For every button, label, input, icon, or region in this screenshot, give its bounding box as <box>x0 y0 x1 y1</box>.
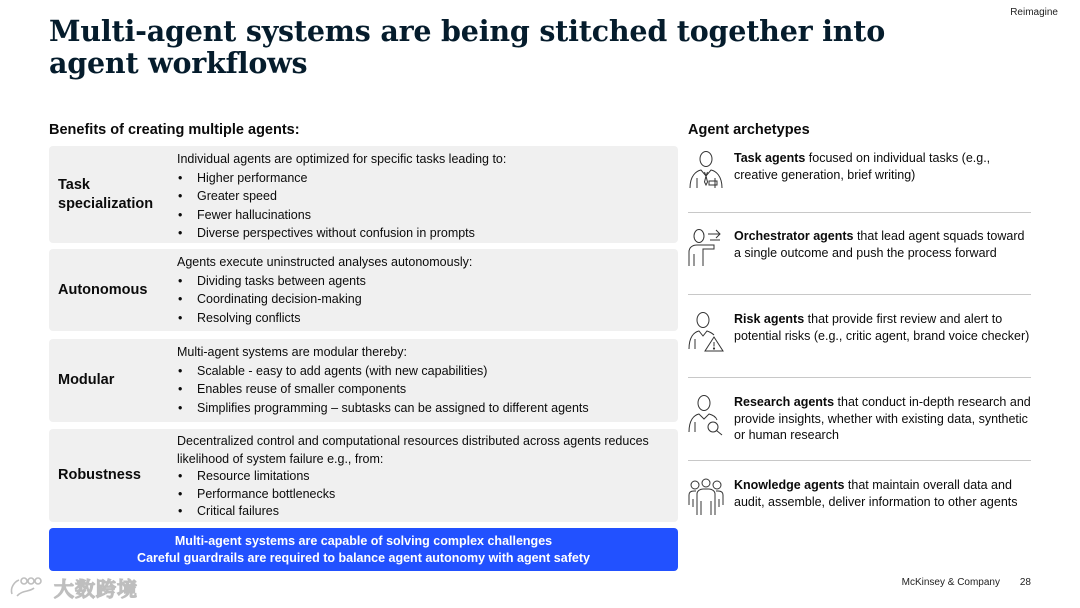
archetype-divider <box>688 377 1031 378</box>
archetype-description <box>734 477 1031 510</box>
benefit-bullet: • Enables reuse of smaller components <box>177 380 670 399</box>
group-people-icon <box>688 477 724 519</box>
archetype-knowledge-agents <box>688 477 1031 532</box>
benefit-intro: Decentralized control and computational resources distributed across agents reduces likelihood of system failure e.g., from: <box>177 434 649 466</box>
callout-line: Careful guardrails are required to balance agent autonomy with agent safety <box>137 550 590 565</box>
benefit-label: Task specialization <box>58 176 154 212</box>
benefit-body <box>177 253 670 327</box>
benefit-body <box>177 343 670 417</box>
archetype-task-agents <box>688 150 1031 205</box>
watermark-logo-icon <box>8 574 52 600</box>
benefit-intro: Individual agents are optimized for specific tasks leading to: <box>177 152 507 166</box>
archetype-risk-agents <box>688 311 1031 366</box>
benefit-bullet: • Scalable - easy to add agents (with new capabilities) <box>177 362 670 381</box>
benefit-bullet: • Dividing tasks between agents <box>177 272 670 291</box>
page-title: Multi-agent systems are being stitched together into agent workflows <box>49 14 886 80</box>
watermark <box>8 573 138 601</box>
person-warning-icon <box>688 311 724 353</box>
archetype-description <box>734 311 1031 344</box>
benefit-robustness <box>49 429 678 522</box>
benefit-autonomous <box>49 249 678 331</box>
archetype-description <box>734 394 1031 444</box>
benefit-bullet: • Diverse perspectives without confusion in prompts <box>177 224 670 243</box>
benefit-label: Robustness <box>58 467 141 483</box>
person-search-icon <box>688 394 724 436</box>
archetype-name: Research agents <box>734 395 835 409</box>
section-tag: Reimagine <box>1010 7 1058 18</box>
benefit-bullet-list <box>177 468 670 521</box>
benefit-bullet-list <box>177 362 670 418</box>
key-takeaway-callout <box>49 528 678 571</box>
benefit-bullet: • Critical failures <box>177 503 670 521</box>
benefit-bullet: • Greater speed <box>177 187 670 206</box>
benefit-intro: Agents execute uninstructed analyses autonomously: <box>177 255 473 269</box>
benefit-modular <box>49 339 678 422</box>
archetype-name: Task agents <box>734 151 806 165</box>
archetype-desc: that provide first review and alert to potential risks (e.g., critic agent, brand voice checker) <box>734 312 1030 343</box>
benefit-label: Autonomous <box>58 281 148 298</box>
archetype-research-agents <box>688 394 1031 449</box>
benefit-body <box>177 433 670 521</box>
footer-brand: McKinsey & Company <box>901 577 1000 588</box>
archetype-divider <box>688 460 1031 461</box>
page-number: 28 <box>1019 577 1031 588</box>
person-tie-icon <box>688 150 724 192</box>
benefit-bullet: • Higher performance <box>177 169 670 188</box>
archetype-name: Risk agents <box>734 312 805 326</box>
benefits-heading: Benefits of creating multiple agents: <box>49 122 300 138</box>
benefit-bullet: • Performance bottlenecks <box>177 486 670 504</box>
archetype-name: Orchestrator agents <box>734 229 854 243</box>
archetype-divider <box>688 212 1031 213</box>
benefit-bullet: • Resolving conflicts <box>177 309 670 328</box>
benefit-bullet: • Coordinating decision-making <box>177 290 670 309</box>
benefit-task-specialization <box>49 146 678 243</box>
archetype-orchestrator-agents <box>688 228 1031 283</box>
archetype-desc: that maintain overall data and audit, assemble, deliver information to other agents <box>734 478 1018 509</box>
archetype-desc: that lead agent squads toward a single outcome and push the process forward <box>734 229 1025 260</box>
benefit-bullet: • Fewer hallucinations <box>177 206 670 225</box>
benefit-bullet: • Resource limitations <box>177 468 670 486</box>
benefit-bullet: • Simplifies programming – subtasks can be assigned to different agents <box>177 399 670 418</box>
archetype-desc: focused on individual tasks (e.g., creative generation, brief writing) <box>734 151 991 182</box>
benefit-intro: Multi-agent systems are modular thereby: <box>177 345 407 359</box>
archetypes-heading: Agent archetypes <box>688 122 810 138</box>
watermark-text: 大数跨境 <box>54 578 138 601</box>
archetype-desc: that conduct in-depth research and provide insights, whether with existing data, synthetic or human research <box>734 395 1031 442</box>
benefit-bullet-list <box>177 169 670 243</box>
benefit-label: Modular <box>58 372 115 388</box>
archetype-divider <box>688 294 1031 295</box>
callout-line: Multi-agent systems are capable of solving complex challenges <box>174 534 553 548</box>
benefit-body <box>177 150 670 243</box>
archetype-description <box>734 150 1031 183</box>
archetype-name: Knowledge agents <box>734 478 845 492</box>
person-pointing-icon <box>688 228 724 270</box>
benefit-bullet-list <box>177 272 670 328</box>
archetype-description <box>734 228 1031 261</box>
